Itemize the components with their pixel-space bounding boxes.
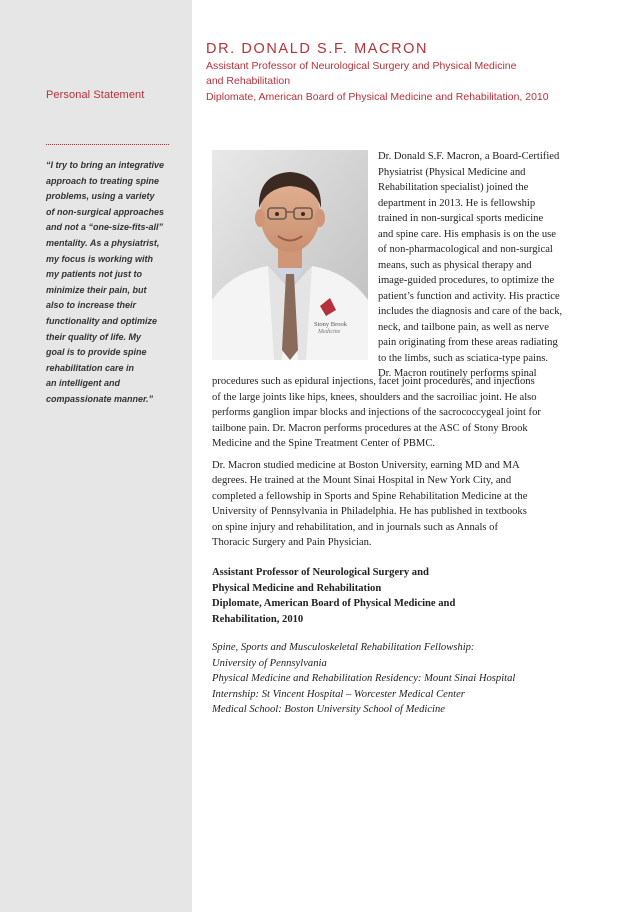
quote-line: mentality. As a physiatrist, — [46, 237, 160, 248]
sidebar-divider — [46, 144, 169, 145]
quote-line: functionality and optimize — [46, 315, 158, 326]
section-label: Personal Statement — [46, 89, 145, 101]
bio-line: and spine care. His emphasis is on the use — [378, 228, 556, 240]
coat-logo-text: Stony Brook — [314, 321, 348, 328]
bio-paragraph-continued — [212, 374, 612, 551]
quote-line: “I try to bring an integrative — [46, 160, 165, 170]
bio-line: performs ganglion impar blocks and injections of the sacrococcygeal joint for — [212, 407, 541, 418]
bio-line: patient’s function and activity. His practice — [378, 290, 560, 302]
title-line: Assistant Professor of Neurological Surgery and Physical Medicine — [206, 60, 517, 72]
bio-paragraph-education — [212, 458, 612, 551]
training-list — [212, 640, 612, 718]
bio-line: neck, and tailbone pain, as well as nerve — [378, 321, 549, 333]
credential-line: Rehabilitation, 2010 — [212, 613, 304, 625]
bio-line: image-guided procedures, to optimize the — [378, 275, 555, 286]
quote-line: of non-surgical approaches — [46, 206, 165, 217]
bio-line: of the large joints like hips, knees, shoulders and the sacroiliac joint. He also — [212, 391, 537, 403]
bio-line: Dr. Macron routinely performs spinal — [378, 368, 537, 379]
doctor-portrait — [212, 150, 368, 360]
bio-line: to the limbs, such as sciatica-type pains. — [378, 352, 549, 364]
bio-line: Physiatrist (Physical Medicine and — [378, 166, 526, 178]
quote-line: and not a “one-size-fits-all” — [46, 222, 164, 233]
bio-line: trained in non-surgical sports medicine — [378, 213, 544, 224]
quote-line: their quality of life. My — [46, 331, 142, 342]
bio-line: procedures such as epidural injections, facet joint procedures, and injections — [212, 376, 535, 387]
bio-line: Dr. Donald S.F. Macron, a Board-Certified — [378, 151, 560, 162]
doctor-name: DR. DONALD S.F. MACRON — [206, 41, 429, 57]
bio-line: Medicine and the Spine Treatment Center of PBMC. — [212, 438, 436, 449]
quote-line: my focus is working with — [46, 253, 154, 264]
bio-line: completed a fellowship in Sports and Spine Rehabilitation Medicine at the — [212, 490, 528, 502]
quote-line: approach to treating spine — [46, 175, 160, 186]
bio-paragraph-intro — [378, 149, 596, 382]
credential-line: Assistant Professor of Neurological Surgery and — [212, 567, 429, 578]
quote-line: minimize their pain, but — [46, 284, 147, 295]
coat-logo-subtext: Medicine — [318, 329, 341, 335]
bio-line: on spine injury and rehabilitation, and in journals such as Annals of — [212, 521, 498, 533]
training-line: Spine, Sports and Musculoskeletal Rehabilitation Fellowship: — [212, 642, 475, 653]
bio-line: Dr. Macron studied medicine at Boston University, earning MD and MA — [212, 459, 520, 471]
credential-line: Diplomate, American Board of Physical Medicine and — [212, 598, 456, 609]
personal-statement-quote — [46, 158, 178, 408]
sidebar — [0, 0, 192, 912]
quote-line: problems, using a variety — [46, 191, 155, 202]
training-line: Physical Medicine and Rehabilitation Residency: Mount Sinai Hospital — [212, 673, 516, 684]
quote-line: an intelligent and — [46, 378, 121, 389]
credentials-block — [212, 565, 612, 627]
training-line: University of Pennsylvania — [212, 657, 327, 669]
bio-line: of non-pharmacological and non-surgical — [378, 244, 553, 255]
credential-line: Physical Medicine and Rehabilitation — [212, 582, 382, 594]
title-line: Diplomate, American Board of Physical Medicine and Rehabilitation, 2010 — [206, 90, 549, 103]
title-line: and Rehabilitation — [206, 75, 291, 88]
bio-line: Thoracic Surgery and Pain Physician. — [212, 537, 372, 548]
bio-line: degrees. He trained at the Mount Sinai Hospital in New York City, and — [212, 475, 512, 486]
bio-line: includes the diagnosis and care of the back, — [378, 306, 563, 317]
quote-line: also to increase their — [46, 300, 137, 311]
quote-line: compassionate manner.” — [46, 393, 154, 404]
bio-line: University of Pennsylvania in Philadelphia. He has published in textbooks — [212, 506, 527, 517]
training-line: Internship: St Vincent Hospital – Worcester Medical Center — [212, 688, 465, 700]
bio-line: tailbone pain. Dr. Macron performs procedures at the ASC of Stony Brook — [212, 422, 528, 434]
bio-line: pain originating from these areas radiating — [378, 337, 558, 348]
quote-line: my patients not just to — [46, 269, 143, 280]
quote-line: rehabilitation care in — [46, 362, 135, 373]
bio-line: means, such as physical therapy and — [378, 259, 532, 271]
bio-line: Rehabilitation specialist) joined the — [378, 182, 529, 193]
quote-line: goal is to provide spine — [46, 347, 147, 358]
training-line: Medical School: Boston University School of Medicine — [212, 704, 446, 715]
bio-line: department in 2013. He is fellowship — [378, 197, 536, 209]
page-header — [206, 40, 626, 105]
